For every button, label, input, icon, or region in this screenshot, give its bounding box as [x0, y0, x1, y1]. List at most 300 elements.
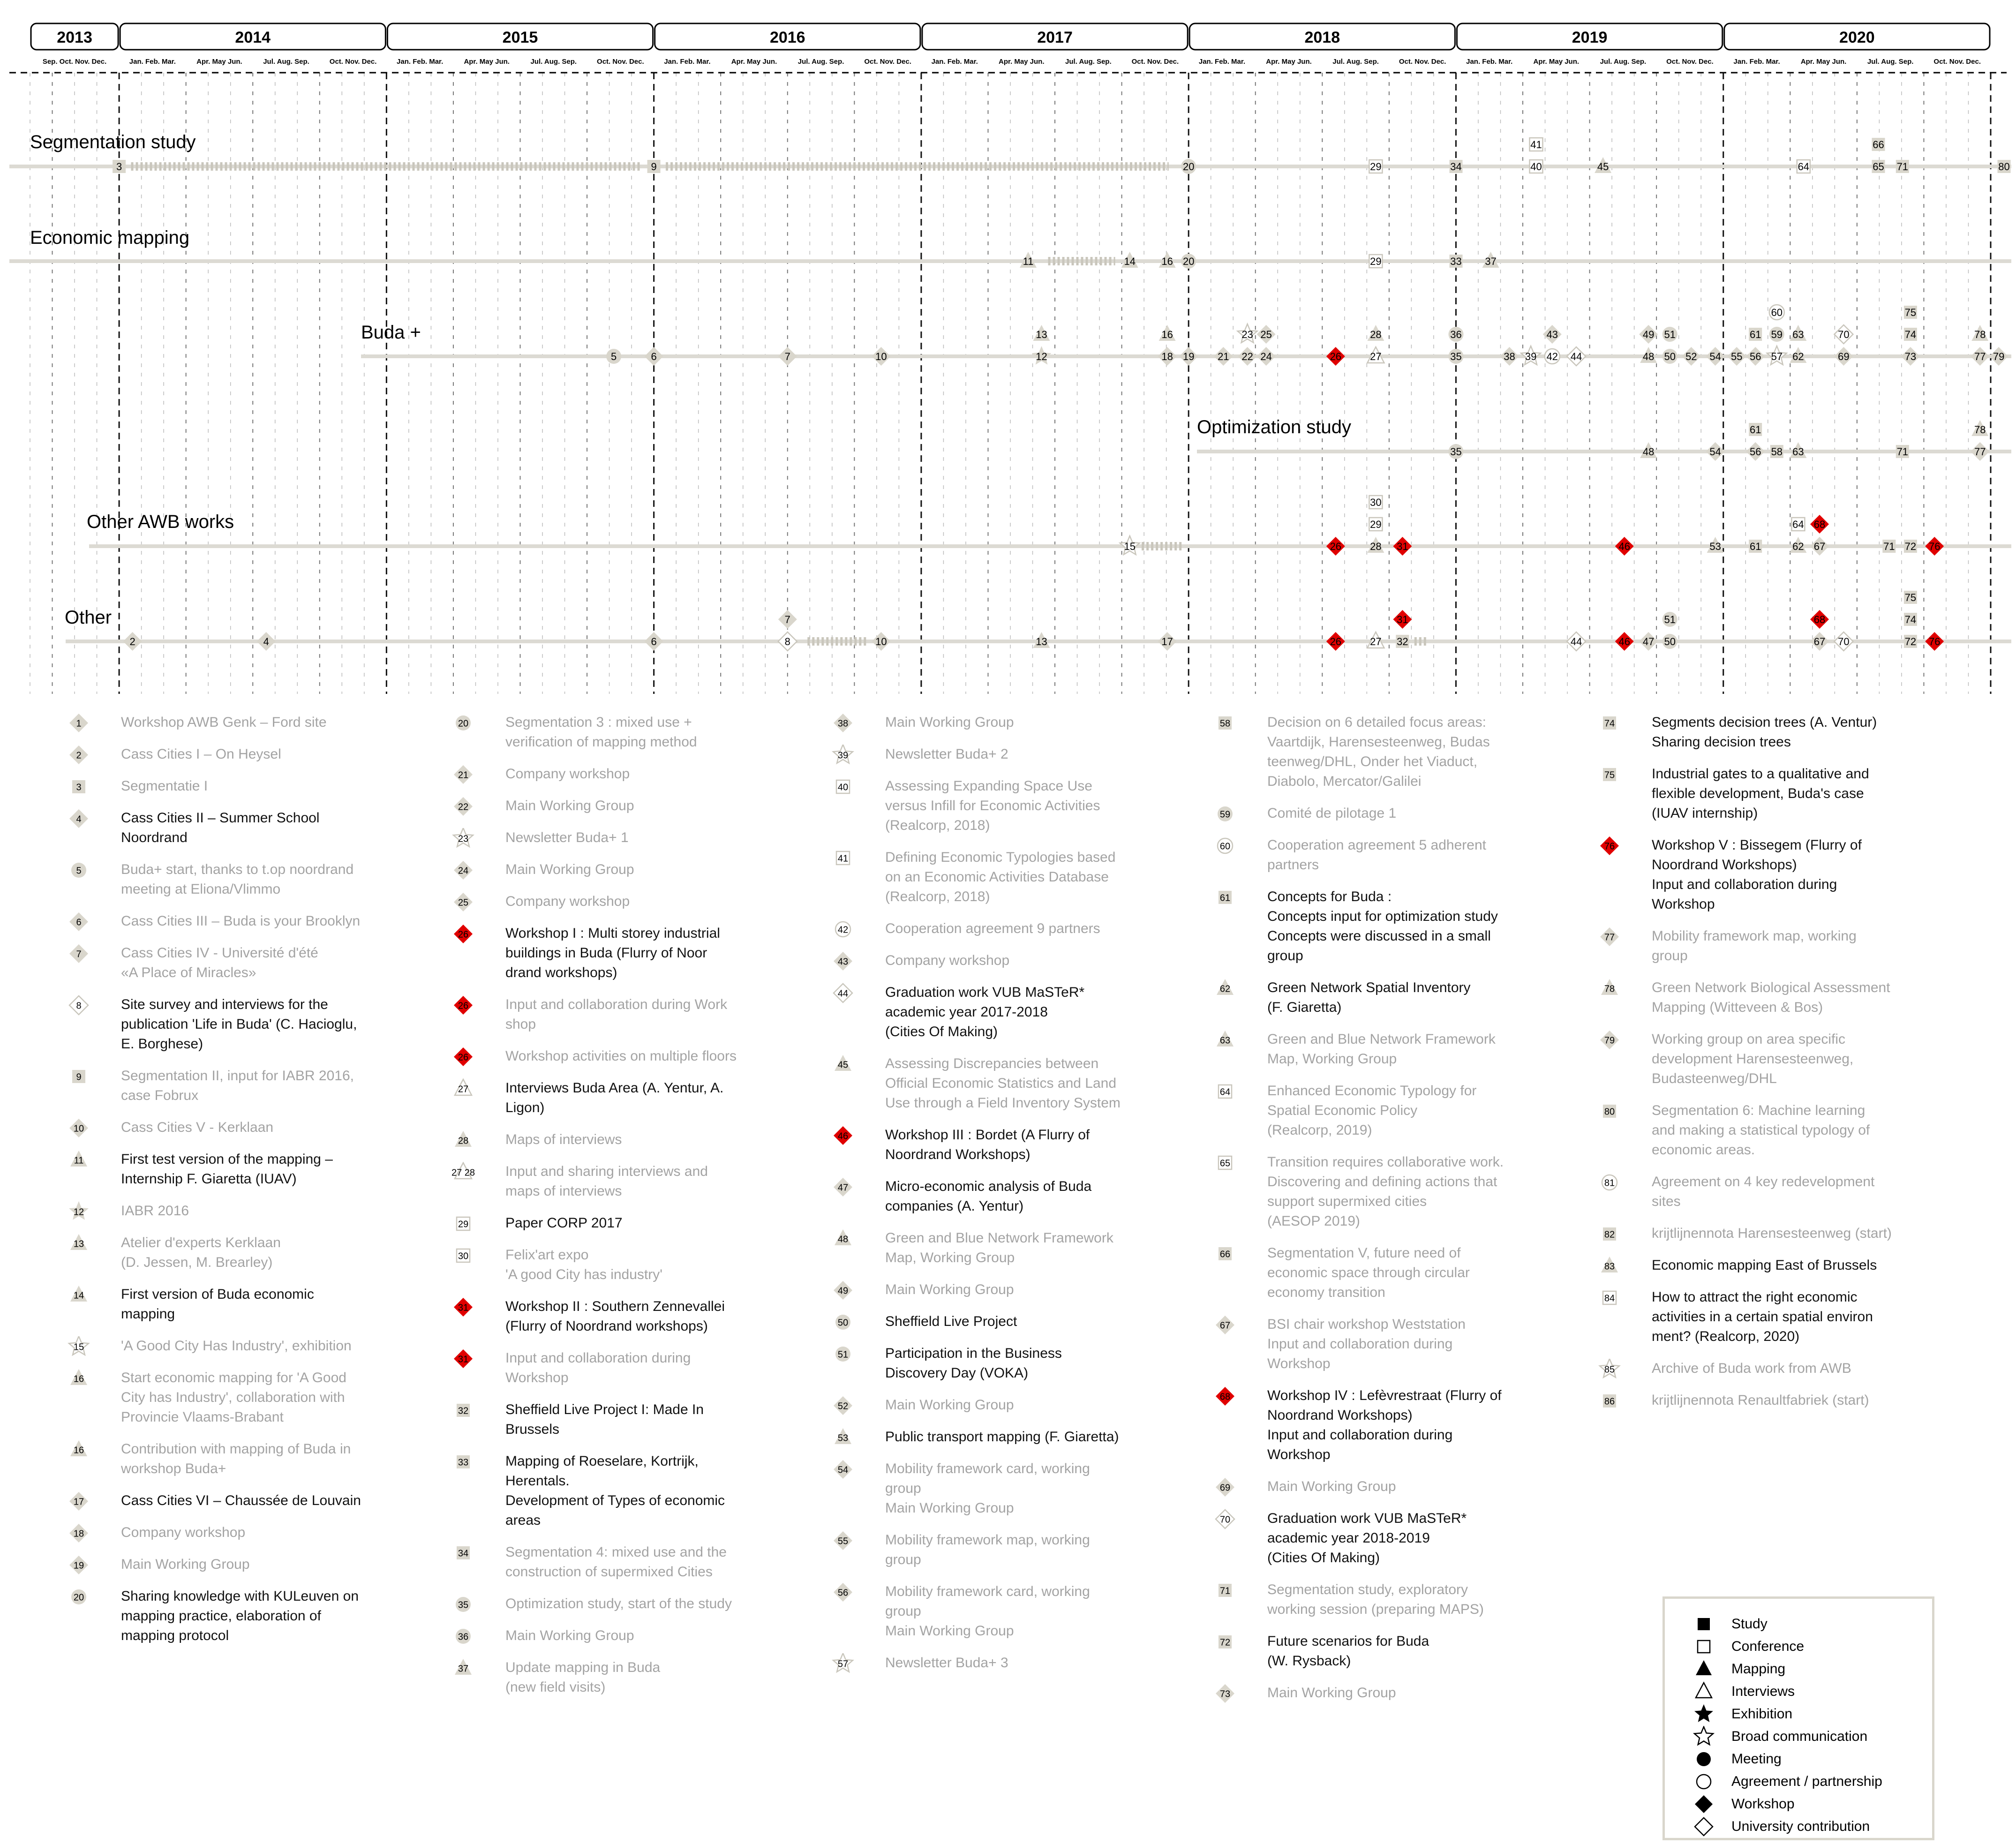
event-number: 54	[1709, 350, 1721, 362]
legend-label: Exhibition	[1731, 1706, 1793, 1722]
description-entry	[1212, 1683, 1578, 1703]
event-marker	[1971, 442, 1989, 461]
event-marker	[1615, 537, 1634, 556]
description-text: Cass Cities III – Buda is your Brooklyn	[121, 913, 361, 929]
event-number: 73	[1904, 350, 1917, 362]
description-entry	[1596, 1224, 1962, 1243]
description-text: Green and Blue Network Framework Map, Working Group	[885, 1230, 1113, 1265]
event-number: 23	[1241, 328, 1253, 340]
event-marker	[1662, 612, 1677, 627]
event-marker	[1545, 349, 1560, 364]
event-type-icon	[66, 943, 92, 964]
lane-title-segmentation: Segmentation study	[30, 132, 196, 152]
event-number: 67	[1813, 635, 1826, 647]
event-number: 55	[837, 1536, 849, 1547]
description-text: Newsletter Buda+ 3	[885, 1655, 1008, 1671]
event-number: 71	[1896, 160, 1909, 173]
event-type-icon	[66, 1150, 92, 1170]
event-type-icon	[1596, 978, 1623, 999]
meeting-icon	[1693, 1748, 1715, 1770]
event-number: 75	[1904, 591, 1917, 603]
event-type-icon	[1596, 1391, 1623, 1411]
event-type-icon	[66, 911, 92, 932]
event-marker	[1896, 160, 1909, 173]
event-marker	[778, 347, 797, 366]
event-number: 11	[1023, 255, 1034, 267]
event-type-icon	[450, 1626, 476, 1647]
event-marker	[1904, 540, 1917, 553]
event-number: 66	[1219, 1249, 1231, 1260]
event-number: 66	[1873, 138, 1884, 151]
description-text: IABR 2016	[121, 1203, 189, 1219]
event-type-icon	[830, 1582, 856, 1603]
month-labels: Jul. Aug. Sep.	[1332, 58, 1379, 66]
event-number: 4	[263, 635, 269, 647]
description-text: Start economic mapping for 'A Good City has Industry', collaboration with Provincie Vlaams-Brabant	[121, 1370, 346, 1425]
description-entry	[1212, 1386, 1578, 1465]
event-marker	[1393, 610, 1412, 629]
event-number: 70	[1219, 1514, 1231, 1525]
event-type-icon	[1212, 1152, 1238, 1173]
event-number: 35	[1450, 350, 1462, 362]
event-number: 18	[1161, 350, 1173, 362]
description-entry	[1212, 1081, 1578, 1140]
event-marker	[1449, 327, 1464, 342]
event-number: 61	[1749, 540, 1761, 552]
event-marker	[1746, 442, 1765, 461]
event-number: 32	[1397, 635, 1408, 647]
description-entry	[1212, 1580, 1578, 1619]
event-type-icon	[1596, 1224, 1623, 1244]
event-marker	[1834, 347, 1853, 366]
event-number: 79	[1993, 350, 2005, 362]
event-number: 35	[1450, 445, 1462, 458]
event-number: 29	[458, 1219, 469, 1230]
event-number: 60	[1219, 841, 1231, 852]
event-marker	[1749, 423, 1762, 436]
event-number: 12	[73, 1207, 84, 1218]
event-number: 64	[1798, 160, 1810, 173]
event-type-icon	[450, 1400, 476, 1421]
event-marker	[1179, 347, 1198, 366]
description-text: Sheffield Live Project I: Made In Brussels	[505, 1402, 704, 1437]
event-number: 38	[1504, 350, 1515, 362]
event-number: 54	[1709, 445, 1721, 458]
description-entry	[1212, 978, 1578, 1017]
month-labels: Jul. Aug. Sep.	[1867, 58, 1914, 66]
description-text: Workshop activities on multiple floors	[505, 1048, 737, 1064]
description-text: Transition requires collaborative work. Discovering and defining actions that support supermixed cities (AESOP 2019)	[1267, 1154, 1504, 1229]
description-entry	[450, 1213, 816, 1233]
lane-title-other-awb: Other AWB works	[87, 512, 234, 532]
event-marker	[606, 349, 621, 364]
month-labels: Apr. May Jun.	[998, 58, 1045, 66]
legend-item-study	[1693, 1613, 1768, 1635]
event-number: 61	[1749, 328, 1761, 340]
event-number: 61	[1219, 893, 1231, 903]
event-marker	[1746, 347, 1765, 366]
month-labels: Jan. Feb. Mar.	[664, 58, 711, 66]
event-number: 49	[1642, 328, 1655, 340]
event-number: 60	[1771, 306, 1783, 318]
event-number: 23	[458, 834, 469, 844]
month-labels: Oct. Nov. Dec.	[1131, 58, 1179, 66]
event-marker	[1662, 349, 1677, 364]
event-type-icon	[1212, 1081, 1238, 1102]
event-marker	[1770, 445, 1783, 458]
event-number: 29	[1370, 518, 1382, 530]
event-type-icon	[66, 1285, 92, 1305]
event-type-icon	[1212, 1509, 1238, 1529]
description-text: Micro-economic analysis of Buda companies (A. Yentur)	[885, 1179, 1092, 1214]
description-text: Felix'art expo 'A good City has industry'	[505, 1247, 662, 1282]
event-number: 3	[76, 782, 82, 793]
description-text: Atelier d'experts Kerklaan (D. Jessen, M. Brearley)	[121, 1235, 281, 1270]
event-type-icon	[830, 1228, 856, 1249]
event-type-icon	[830, 776, 856, 797]
event-number: 31	[1397, 613, 1408, 625]
event-number: 56	[1749, 445, 1761, 458]
event-number: 73	[1219, 1689, 1231, 1700]
event-number: 7	[784, 613, 790, 625]
event-number: 72	[1904, 540, 1917, 552]
description-text: Archive of Buda work from AWB	[1652, 1361, 1851, 1376]
description-text: Optimization study, start of the study	[505, 1596, 732, 1611]
event-type-icon	[830, 1177, 856, 1197]
event-number: 21	[458, 770, 469, 781]
event-number: 13	[73, 1239, 84, 1249]
event-type-icon	[1212, 887, 1238, 908]
month-labels: Jan. Feb. Mar.	[1733, 58, 1780, 66]
description-entry	[1596, 1391, 1962, 1410]
event-marker	[1530, 160, 1543, 173]
event-marker	[1450, 160, 1463, 173]
description-entry	[66, 1150, 431, 1189]
event-number: 20	[1182, 255, 1195, 267]
event-marker	[1998, 160, 2011, 173]
event-type-icon	[830, 1530, 856, 1551]
event-type-icon	[450, 924, 476, 944]
event-type-icon	[66, 713, 92, 733]
agreement-icon	[1693, 1771, 1715, 1792]
event-number: 63	[1219, 1035, 1231, 1046]
description-entry	[1596, 1101, 1962, 1160]
event-marker	[1530, 138, 1543, 151]
description-entry	[1596, 835, 1962, 914]
event-number: 22	[458, 802, 469, 813]
event-type-icon	[830, 1653, 856, 1674]
event-number: 29	[1370, 160, 1382, 173]
legend	[1662, 1596, 1934, 1840]
description-column	[1212, 713, 1578, 1715]
event-marker	[1032, 346, 1052, 365]
description-entry	[450, 713, 816, 752]
event-number: 26	[458, 929, 469, 940]
description-entry	[450, 924, 816, 983]
year-header	[9, 23, 2007, 73]
event-type-icon	[450, 764, 476, 785]
description-text: Buda+ start, thanks to t.op noordrand meeting at Eliona/Vlimmo	[121, 862, 354, 897]
event-type-icon	[1212, 978, 1238, 999]
event-marker	[1662, 327, 1677, 342]
event-marker	[778, 610, 797, 629]
description-text: Assessing Discrepancies between Official Economic Statistics and Land Use through a Field Inventory System	[885, 1056, 1121, 1111]
description-entry	[1212, 1509, 1578, 1568]
event-type-icon	[66, 1336, 92, 1357]
event-type-icon	[450, 1452, 476, 1472]
event-number: 75	[1604, 770, 1615, 781]
event-type-icon	[830, 1344, 856, 1364]
description-text: Agreement on 4 key redevelopment sites	[1652, 1174, 1875, 1209]
event-type-icon	[1596, 764, 1623, 785]
legend-label: University contribution	[1731, 1819, 1870, 1834]
event-number: 4	[76, 814, 82, 825]
description-entry	[66, 745, 431, 764]
event-number: 46	[1618, 540, 1630, 552]
description-entry	[1596, 1256, 1962, 1275]
event-number: 9	[76, 1072, 82, 1083]
description-text: Cass Cities I – On Heysel	[121, 746, 281, 762]
event-number: 37	[458, 1663, 469, 1674]
event-number: 71	[1219, 1586, 1231, 1596]
event-marker	[1214, 347, 1233, 366]
description-entry	[1212, 1477, 1578, 1497]
event-number: 31	[458, 1302, 469, 1313]
event-type-icon	[1212, 1580, 1238, 1601]
event-number: 53	[1709, 540, 1721, 552]
event-number: 16	[1161, 255, 1173, 267]
description-text: Company workshop	[885, 953, 1010, 968]
event-number: 65	[1219, 1158, 1231, 1169]
event-number: 27	[1370, 350, 1382, 362]
event-number: 42	[837, 925, 849, 935]
description-entry	[1596, 764, 1962, 823]
event-number: 10	[875, 635, 887, 647]
description-entry	[66, 1439, 431, 1479]
event-marker	[1033, 325, 1050, 341]
event-number: 55	[1730, 350, 1743, 362]
event-number: 26	[458, 1001, 469, 1011]
event-type-icon	[450, 1594, 476, 1615]
event-marker	[1567, 632, 1586, 651]
event-number: 64	[1219, 1087, 1231, 1098]
event-number: 68	[1219, 1392, 1231, 1402]
event-number: 43	[837, 956, 849, 967]
event-marker	[1369, 160, 1382, 173]
description-text: How to attract the right economic activities in a certain spatial environ ment? (Realcorp, 2020)	[1652, 1289, 1873, 1344]
description-entry	[66, 1523, 431, 1543]
event-marker	[645, 347, 663, 366]
description-entry	[66, 713, 431, 732]
description-entry	[830, 848, 1196, 907]
event-number: 41	[837, 853, 849, 864]
event-marker	[1925, 537, 1944, 556]
description-entry	[66, 776, 431, 796]
description-entry	[830, 951, 1196, 971]
description-text: Main Working Group	[1267, 1685, 1396, 1701]
description-text: Segmentatie I	[121, 778, 208, 794]
event-marker	[1971, 347, 1989, 366]
event-number: 19	[1182, 350, 1195, 362]
event-type-icon	[1596, 713, 1623, 733]
event-number: 46	[1618, 635, 1630, 647]
event-marker	[1181, 159, 1196, 174]
description-text: Graduation work VUB MaSTeR* academic year 2018-2019 (Cities Of Making)	[1267, 1511, 1467, 1566]
interviews-icon	[1693, 1681, 1715, 1702]
event-number: 41	[1530, 138, 1542, 151]
description-text: Workshop AWB Genk – Ford site	[121, 715, 327, 730]
description-text: Future scenarios for Buda (W. Rysback)	[1267, 1633, 1429, 1669]
description-entry	[1596, 1172, 1962, 1212]
event-number: 28	[1370, 328, 1382, 340]
event-type-icon	[66, 1587, 92, 1607]
legend-label: Study	[1731, 1616, 1768, 1632]
event-type-icon	[66, 1066, 92, 1087]
event-number: 78	[1604, 984, 1615, 994]
description-text: Decision on 6 detailed focus areas: Vaartdijk, Harensesteenweg, Budas teenweg/DHL, Onder het Viaduct, Diabolo, Mercator/Galilei	[1267, 715, 1490, 789]
description-text: Cooperation agreement 9 partners	[885, 921, 1100, 936]
description-entry	[450, 1297, 816, 1336]
event-number: 16	[1161, 328, 1173, 340]
description-text: Cass Cities II – Summer School Noordrand	[121, 810, 320, 845]
event-number: 76	[1928, 635, 1941, 647]
description-entry	[830, 919, 1196, 939]
event-marker	[1449, 444, 1464, 459]
event-number: 79	[1604, 1035, 1615, 1046]
event-marker	[1989, 347, 2008, 366]
event-marker	[1500, 347, 1519, 366]
month-labels: Jul. Aug. Sep.	[263, 58, 309, 66]
event-number: 49	[837, 1286, 849, 1296]
event-type-icon	[1212, 835, 1238, 856]
event-number: 24	[1260, 350, 1272, 362]
event-number: 81	[1604, 1178, 1615, 1189]
description-text: BSI chair workshop Weststation Input and collaboration during Workshop	[1267, 1317, 1466, 1371]
description-text: Segmentation study, exploratory working session (preparing MAPS)	[1267, 1582, 1484, 1617]
event-marker	[1971, 420, 1988, 436]
event-type-icon	[450, 796, 476, 817]
event-number: 36	[458, 1632, 469, 1642]
event-number: 27 28	[451, 1167, 475, 1178]
event-type-icon	[66, 1368, 92, 1389]
event-marker	[1749, 540, 1762, 553]
month-labels: Oct. Nov. Dec.	[1666, 58, 1714, 66]
event-type-icon	[1212, 1683, 1238, 1704]
event-number: 51	[837, 1349, 849, 1360]
event-number: 61	[1749, 423, 1761, 436]
event-number: 44	[1570, 635, 1582, 647]
description-text: Industrial gates to a qualitative and flexible development, Buda's case (IUAV internship)	[1652, 766, 1869, 821]
legend-label: Agreement / partnership	[1731, 1774, 1882, 1789]
event-number: 46	[837, 1131, 849, 1142]
description-text: Contribution with mapping of Buda in workshop Buda+	[121, 1441, 351, 1476]
event-number: 5	[76, 866, 82, 876]
description-text: Input and collaboration during Workshop	[505, 1350, 691, 1385]
month-labels: Apr. May Jun.	[464, 58, 510, 66]
description-entry	[450, 764, 816, 784]
event-type-icon	[450, 860, 476, 881]
event-type-icon	[830, 713, 856, 733]
event-number: 77	[1974, 445, 1986, 458]
month-labels: Jan. Feb. Mar.	[1198, 58, 1246, 66]
description-text: Segmentation II, input for IABR 2016, case Fobrux	[121, 1068, 354, 1103]
description-entry	[66, 1368, 431, 1427]
description-entry	[450, 1078, 816, 1118]
month-labels: Oct. Nov. Dec.	[329, 58, 377, 66]
event-type-icon	[1596, 1101, 1623, 1121]
description-text: Economic mapping East of Brussels	[1652, 1257, 1877, 1273]
event-type-icon	[66, 1201, 92, 1222]
event-marker	[1749, 328, 1762, 341]
event-number: 17	[1161, 635, 1173, 647]
event-number: 31	[1397, 540, 1408, 552]
event-type-icon	[830, 919, 856, 940]
description-entry	[830, 1653, 1196, 1673]
event-number: 25	[458, 897, 469, 908]
month-labels: Apr. May Jun.	[1533, 58, 1580, 66]
workshop-icon	[1693, 1793, 1715, 1815]
description-entry	[830, 1054, 1196, 1113]
lane-title-other: Other	[65, 607, 112, 628]
description-entry	[450, 892, 816, 911]
event-marker	[1326, 537, 1345, 556]
event-marker	[1238, 347, 1257, 366]
event-type-icon	[1212, 713, 1238, 733]
month-labels: Oct. Nov. Dec.	[597, 58, 644, 66]
event-marker	[1769, 327, 1784, 342]
event-type-icon	[830, 1312, 856, 1332]
description-text: Company workshop	[505, 766, 630, 782]
description-entry	[1596, 926, 1962, 966]
event-number: 30	[458, 1251, 469, 1262]
description-text: Green Network Spatial Inventory (F. Giaretta)	[1267, 980, 1471, 1015]
event-type-icon	[66, 1439, 92, 1460]
event-marker	[1834, 325, 1853, 344]
description-text: Sheffield Live Project	[885, 1314, 1017, 1329]
mapping-icon	[1693, 1658, 1715, 1680]
event-marker	[1727, 347, 1746, 366]
event-type-icon	[450, 1245, 476, 1266]
description-entry	[450, 828, 816, 848]
event-number: 77	[1974, 350, 1986, 362]
event-number: 2	[76, 750, 82, 761]
month-labels: Jan. Feb. Mar.	[931, 58, 978, 66]
event-type-icon	[830, 745, 856, 765]
description-text: krijtlijnennota Harensesteenweg (start)	[1652, 1226, 1892, 1241]
event-number: 19	[73, 1560, 84, 1571]
event-type-icon	[1212, 804, 1238, 824]
description-text: Segmentation 3 : mixed use + verification of mapping method	[505, 715, 697, 750]
event-number: 67	[1219, 1320, 1231, 1331]
legend-item-interviews	[1693, 1680, 1795, 1703]
description-text: First version of Buda economic mapping	[121, 1287, 314, 1322]
description-entry	[830, 1125, 1196, 1165]
description-entry	[66, 1066, 431, 1106]
description-entry	[66, 1491, 431, 1511]
event-marker	[1872, 138, 1885, 151]
lane-title-optimization: Optimization study	[1197, 417, 1352, 437]
event-marker	[1238, 324, 1257, 343]
month-labels: Jul. Aug. Sep.	[797, 58, 844, 66]
month-labels: Jul. Aug. Sep.	[530, 58, 577, 66]
event-marker	[1767, 346, 1787, 365]
description-entry	[450, 796, 816, 816]
event-marker	[1810, 632, 1829, 651]
month-labels: Jul. Aug. Sep.	[1065, 58, 1112, 66]
month-labels: Jan. Feb. Mar.	[129, 58, 176, 66]
description-column	[66, 713, 431, 1658]
event-type-icon	[830, 1395, 856, 1416]
